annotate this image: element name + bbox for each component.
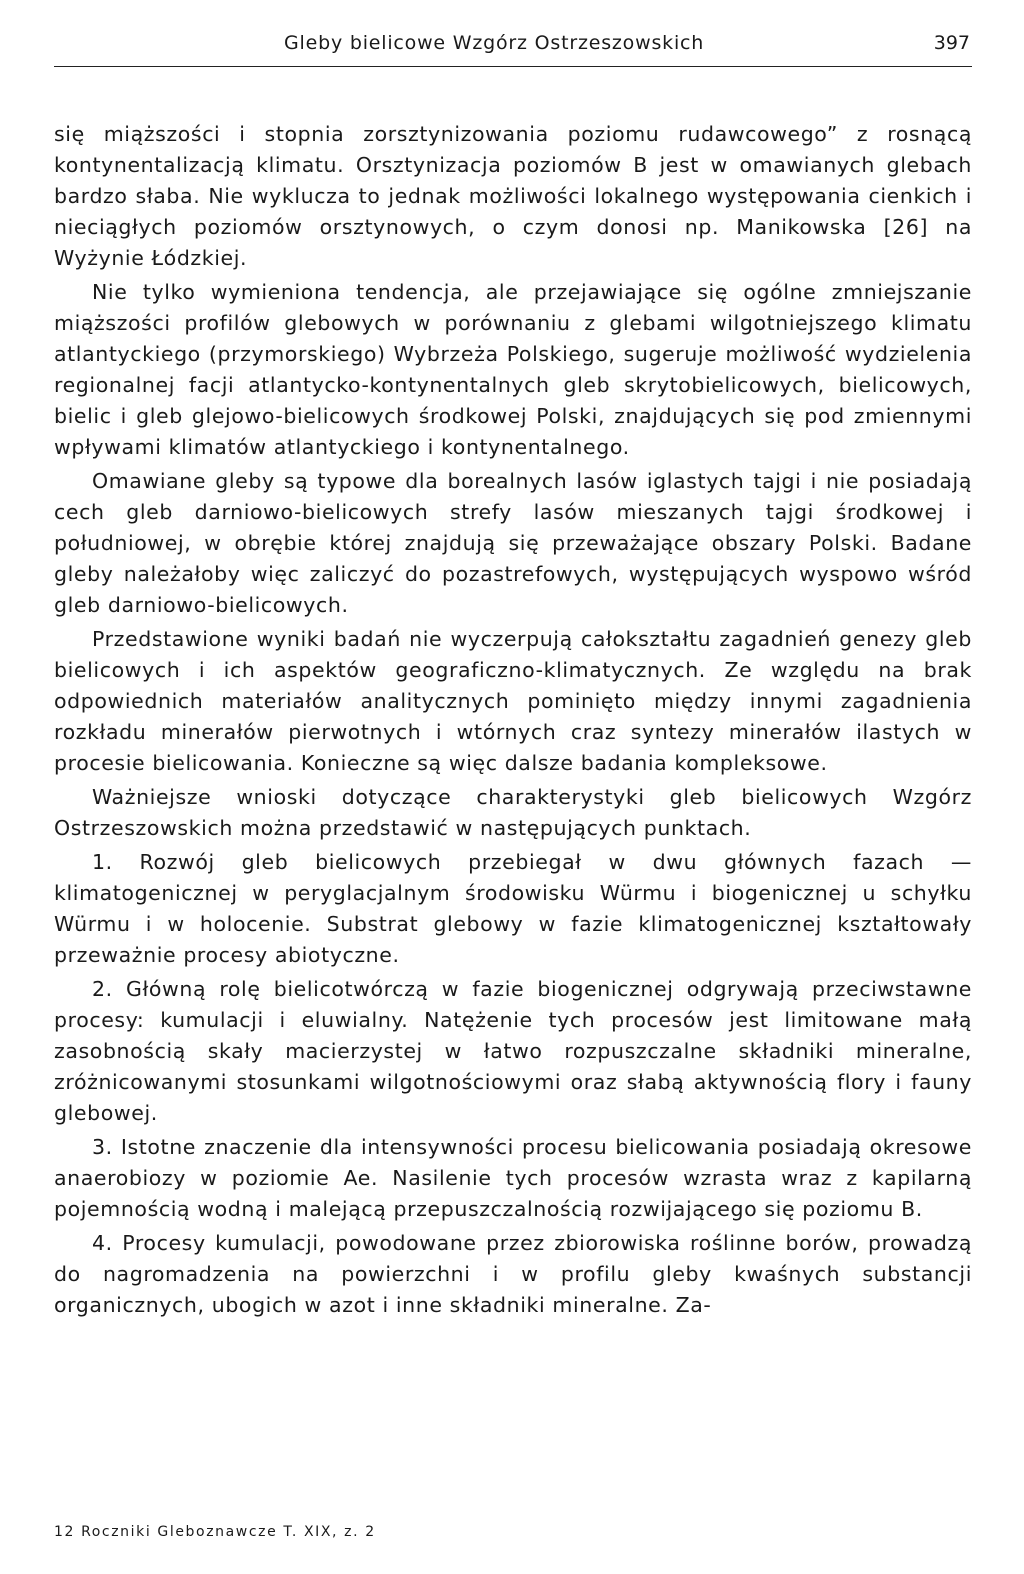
paragraph: Omawiane gleby są typowe dla borealnych lasów iglastych tajgi i nie posiadają cech gleb darniowo-bielicowych strefy lasów mieszanych tajgi środkowej i południowej, w obrębie której znajdują się przeważające obszary Polski. Badane gleby należałoby więc zaliczyć do pozastrefowych, występujących wyspowo wśród gleb darniowo-bielicowych.: [54, 469, 972, 617]
paragraph: Nie tylko wymieniona tendencja, ale przejawiające się ogólne zmniejszanie miąższości profilów glebowych w porównaniu z glebami wilgotniejszego klimatu atlantyckiego (przymorskiego) Wybrzeża Polskiego, sugeruje możliwość wydzielenia regionalnej facji atlantycko-kontynentalnych gleb skrytobielicowych, bielicowych, bielic i gleb glejowo-bielicowych środkowej Polski, znajdujących się pod zmiennymi wpływami klimatów atlantyckiego i kontynentalnego.: [54, 280, 972, 459]
conclusion-item-4: 4. Procesy kumulacji, powodowane przez zbiorowiska roślinne borów, prowadzą do nagromadzenia na powierzchni i w profilu gleby kwaśnych substancji organicznych, ubogich w azot i inne składniki mineralne. Za-: [54, 1231, 972, 1317]
running-head: [54, 26, 972, 67]
page-number: 397: [933, 32, 970, 54]
conclusion-item-1: 1. Rozwój gleb bielicowych przebiegał w dwu głównych fazach — klimatogenicznej w peryglacjalnym środowisku Würmu i biogenicznej u schyłku Würmu i w holocenie. Substrat glebowy w fazie klimatogenicznej kształtowały przeważnie procesy abiotyczne.: [54, 850, 972, 967]
signature-footer: 12 Roczniki Gleboznawcze T. XIX, z. 2: [54, 1524, 376, 1540]
paragraph: Ważniejsze wnioski dotyczące charakterystyki gleb bielicowych Wzgórz Ostrzeszowskich można przedstawić w następujących punktach.: [54, 785, 972, 840]
body-text: [54, 119, 972, 1321]
page: [54, 26, 972, 1324]
conclusion-item-3: 3. Istotne znaczenie dla intensywności procesu bielicowania posiadają okresowe anaerobiozy w poziomie Ae. Nasilenie tych procesów wzrasta wraz z kapilarną pojemnością wodną i malejącą przepuszczalnością rozwijającego się poziomu B.: [54, 1135, 972, 1221]
paragraph-continuation: się miąższości i stopnia zorsztynizowania poziomu rudawcowego” z rosnącą kontynentalizacją klimatu. Orsztynizacja poziomów B jest w omawianych glebach bardzo słaba. Nie wyklucza to jednak możliwości lokalnego występowania cienkich i nieciągłych poziomów orsztynowych, o czym donosi np. Manikowska [26] na Wyżynie Łódzkiej.: [54, 122, 972, 270]
running-title: Gleby bielicowe Wzgórz Ostrzeszowskich: [284, 32, 705, 54]
conclusion-item-2: 2. Główną rolę bielicotwórczą w fazie biogenicznej odgrywają przeciwstawne procesy: kumulacji i eluwialny. Natężenie tych procesów jest limitowane małą zasobnością skały macierzystej w łatwo rozpuszczalne składniki mineralne, zróżnicowanymi stosunkami wilgotnościowymi oraz słabą aktywnością flory i fauny glebowej.: [54, 977, 972, 1125]
paragraph: Przedstawione wyniki badań nie wyczerpują całokształtu zagadnień genezy gleb bielicowych i ich aspektów geograficzno-klimatycznych. Ze względu na brak odpowiednich materiałów analitycznych pominięto między innymi zagadnienia rozkładu minerałów pierwotnych i wtórnych craz syntezy minerałów ilastych w procesie bielicowania. Konieczne są więc dalsze badania kompleksowe.: [54, 627, 972, 775]
